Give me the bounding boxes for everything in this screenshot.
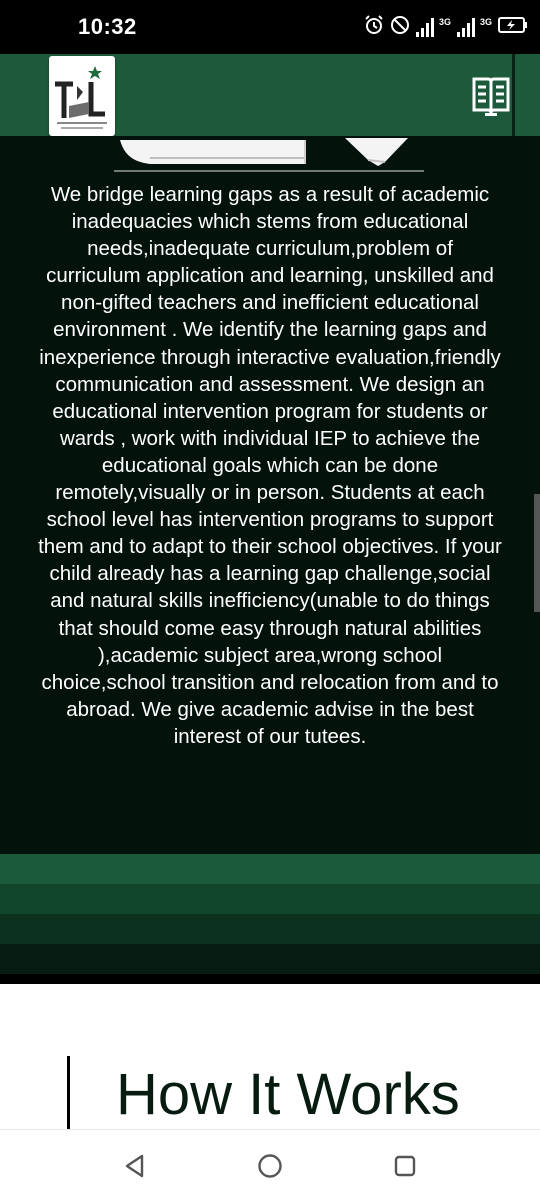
home-button[interactable] bbox=[254, 1150, 286, 1182]
books-illustration bbox=[110, 136, 430, 176]
site-header bbox=[0, 54, 540, 136]
status-icons bbox=[364, 15, 528, 39]
do-not-disturb-icon bbox=[390, 15, 410, 40]
heading-accent-bar bbox=[67, 1056, 70, 1129]
decorative-stripe bbox=[0, 974, 540, 984]
intro-paragraph: We bridge learning gaps as a result of academic inadequacies which stems from educational needs,inadequate curriculum,problem of curriculum application and learning, unskilled and non-gifted teachers and inefficient educational environment . We identify the learning gaps and inexperience through interactive evaluation,friendly communication and assessment. We design an educational intervention program for students or wards , work with individual IEP to achieve the educational goals which can be done remotely,visually or in person. Students at each school level has intervention programs to support them and to adapt to their school objectives. If your child already has a learning gap challenge,social and natural skills inefficiency(unable to do things that should come easy through natural abilities ),academic subject area,wrong school choice,school transition and relocation from and to abroad. We give academic advise in the best interest of our tutees. bbox=[38, 183, 502, 748]
book-menu-icon bbox=[471, 75, 511, 117]
alarm-icon bbox=[364, 15, 384, 40]
logo-emblem-icon bbox=[49, 56, 115, 136]
decorative-stripe bbox=[0, 884, 540, 914]
network-type-label: 3G bbox=[438, 17, 451, 27]
status-bar bbox=[0, 0, 540, 54]
system-nav-bar bbox=[0, 1129, 540, 1200]
back-button[interactable] bbox=[119, 1150, 151, 1182]
back-icon bbox=[122, 1153, 148, 1179]
status-time: 10:32 bbox=[78, 14, 137, 39]
about-section bbox=[0, 136, 540, 854]
how-it-works-section bbox=[0, 984, 540, 1129]
site-logo[interactable] bbox=[49, 56, 115, 136]
decorative-stripe bbox=[0, 914, 540, 944]
decorative-stripe bbox=[0, 854, 540, 884]
recents-button[interactable] bbox=[389, 1150, 421, 1182]
home-icon bbox=[256, 1152, 284, 1180]
recents-icon bbox=[392, 1153, 418, 1179]
signal-3g-icon bbox=[416, 17, 451, 37]
menu-button[interactable] bbox=[470, 74, 512, 118]
network-type-label: 3G bbox=[479, 17, 492, 27]
signal-3g-icon bbox=[457, 17, 492, 37]
decorative-stripe bbox=[0, 944, 540, 974]
scrollbar-thumb[interactable] bbox=[534, 494, 540, 612]
section-heading: How It Works bbox=[116, 1062, 460, 1127]
battery-charging-icon bbox=[498, 16, 528, 39]
header-divider bbox=[512, 54, 515, 136]
